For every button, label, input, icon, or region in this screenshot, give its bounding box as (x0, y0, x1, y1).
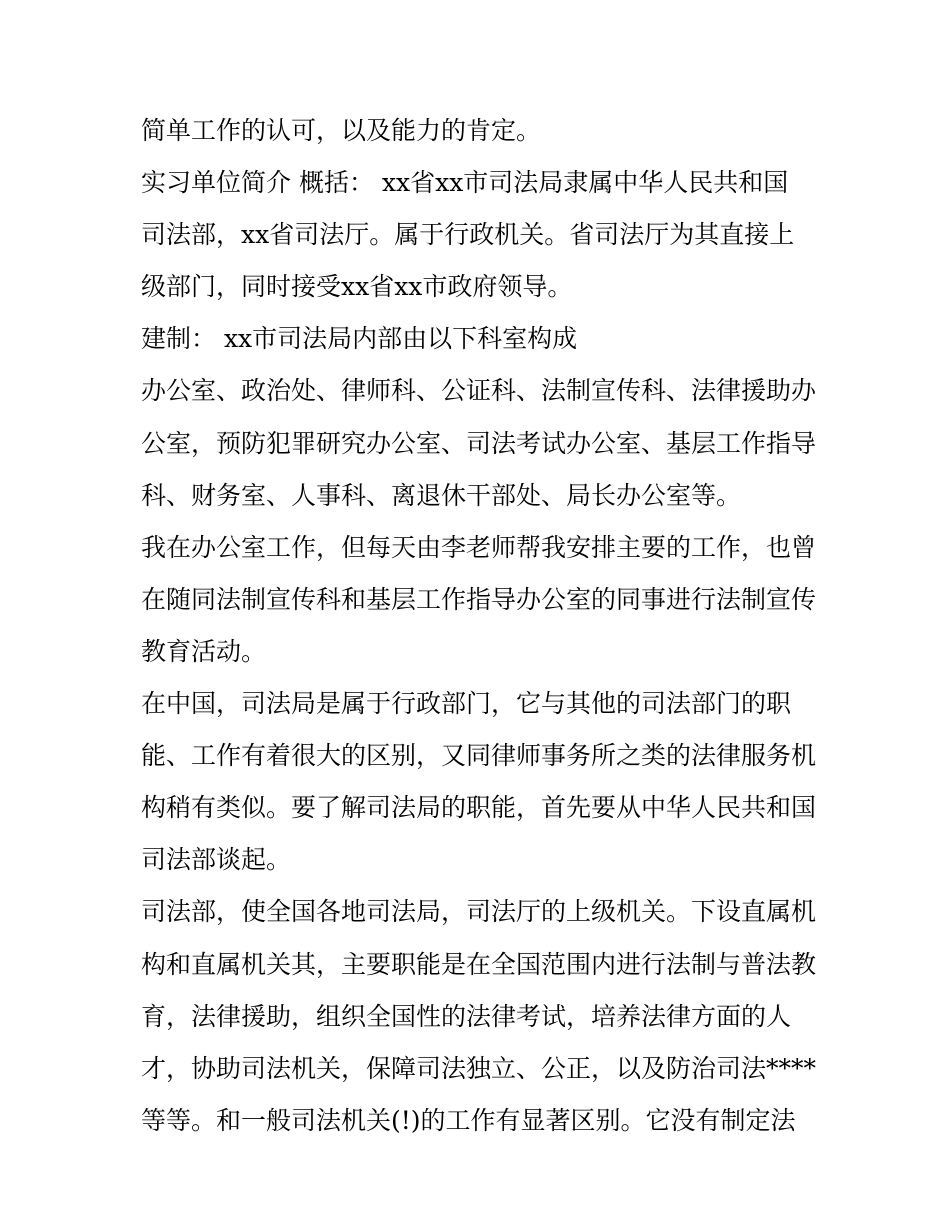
text-line: 建制： xx市司法局内部由以下科室构成 (141, 324, 578, 354)
text-line: 办公室、政治处、律师科、公证科、法制宣传科、法律援助办 (141, 376, 817, 406)
text-line: 构稍有类似。要了解司法局的职能，首先要从中华人民共和国 (141, 793, 817, 823)
body-text (141, 108, 816, 1150)
text-line: 简单工作的认可，以及能力的肯定。 (141, 116, 542, 145)
text-line: 构和直属机关其，主要职能是在全国范围内进行法制与普法教 (141, 949, 817, 979)
text-line: 公室，预防犯罪研究办公室、司法考试办公室、基层工作指导 (141, 428, 817, 458)
text-line: 司法部，使全国各地司法局，司法厅的上级机关。下设直属机 (141, 897, 817, 927)
text-line: 实习单位简介 概括： xx省xx市司法局隶属中华人民共和国 (141, 168, 789, 198)
text-line: 在中国，司法局是属于行政部门，它与其他的司法部门的职 (141, 689, 792, 719)
text-line: 教育活动。 (141, 636, 267, 666)
text-line: 等等。和一般司法机关(!)的工作有显著区别。它没有制定法 (141, 1105, 796, 1135)
text-line: 科、财务室、人事科、离退休干部处、局长办公室等。 (141, 480, 742, 510)
text-line: 司法部，xx省司法厅。属于行政机关。省司法厅为其直接上 (141, 220, 795, 250)
text-line: 我在办公室工作，但每天由李老师帮我安排主要的工作，也曾 (141, 532, 817, 562)
text-line: 在随同法制宣传科和基层工作指导办公室的同事进行法制宣传 (141, 584, 817, 614)
text-line: 能、工作有着很大的区别，又同律师事务所之类的法律服务机 (141, 741, 817, 771)
text-line: 级部门，同时接受xx省xx市政府领导。 (141, 272, 573, 302)
text-line: 才，协助司法机关，保障司法独立、公正，以及防治司法**** (141, 1053, 817, 1083)
text-line: 司法部谈起。 (141, 845, 292, 875)
text-line: 育，法律援助，组织全国性的法律考试，培养法律方面的人 (141, 1001, 792, 1031)
